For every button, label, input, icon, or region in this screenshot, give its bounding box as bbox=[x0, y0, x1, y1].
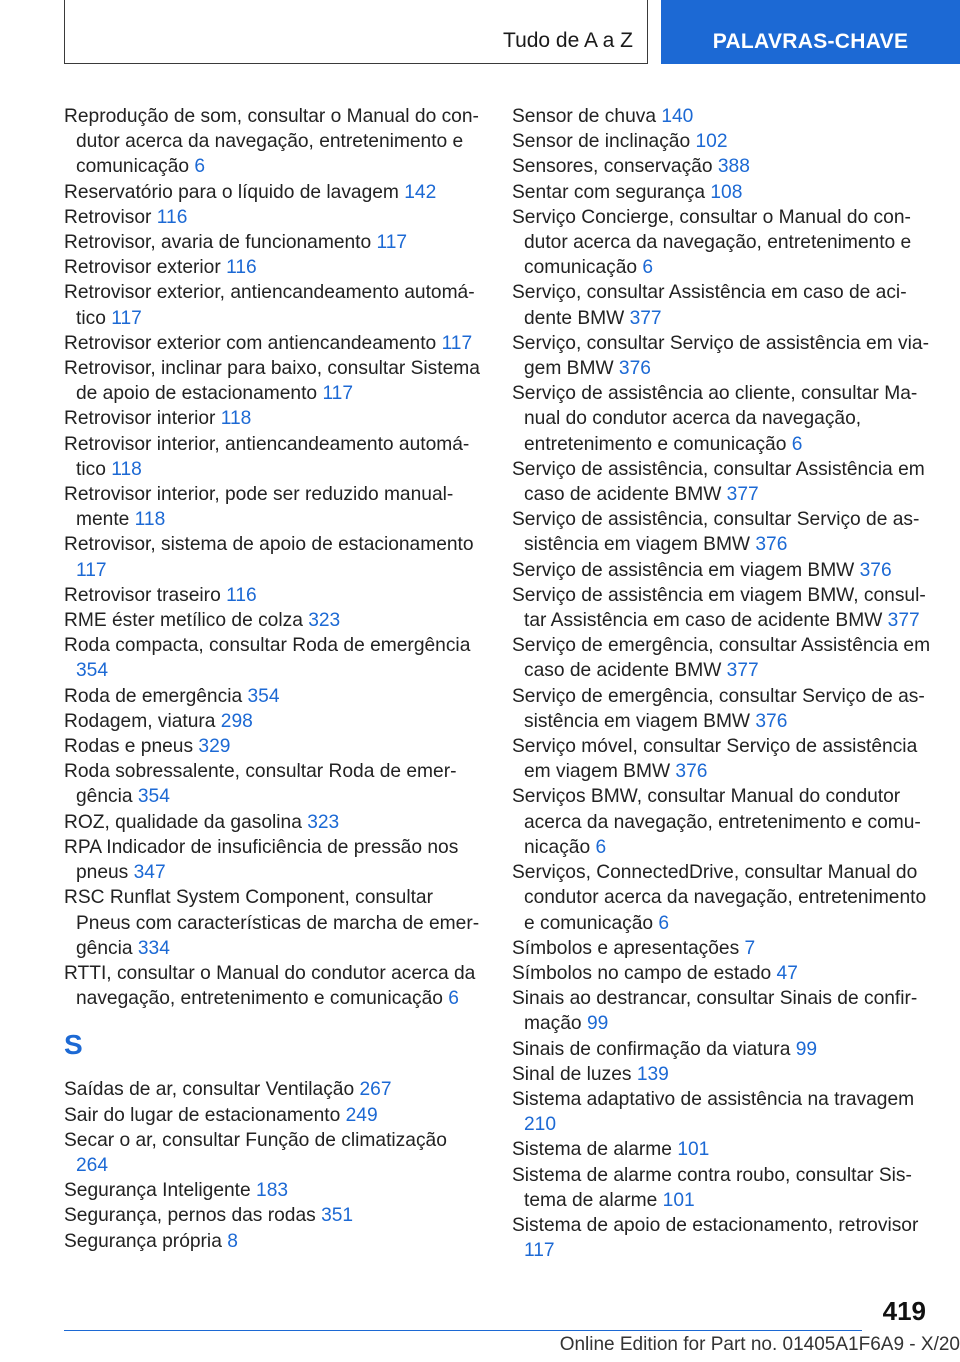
index-entry bbox=[64, 205, 484, 230]
index-entry bbox=[64, 583, 484, 608]
index-entry bbox=[64, 104, 484, 180]
index-entry-page-link[interactable]: 6 bbox=[791, 433, 803, 455]
index-entry bbox=[512, 205, 932, 281]
index-entry-page-link[interactable]: 264 bbox=[76, 1154, 109, 1176]
index-entry-page-link[interactable]: 8 bbox=[227, 1230, 238, 1252]
index-entry bbox=[512, 784, 932, 860]
index-entry-page-link[interactable]: 6 bbox=[658, 912, 670, 934]
index-entry-page-link[interactable]: 116 bbox=[156, 206, 188, 228]
index-entry-term: Retrovisor exterior, antiencandeamento automático bbox=[64, 282, 475, 329]
index-entry-page-link[interactable]: 6 bbox=[595, 836, 607, 858]
index-entry-page-link[interactable]: 118 bbox=[220, 408, 252, 430]
index-entry-page-link[interactable]: 376 bbox=[675, 761, 708, 783]
index-entry bbox=[64, 684, 484, 709]
index-entry-page-link[interactable]: 117 bbox=[376, 232, 408, 254]
index-entry bbox=[512, 684, 932, 734]
index-entry-page-link[interactable]: 388 bbox=[717, 156, 750, 178]
index-entry-page-link[interactable]: 108 bbox=[710, 181, 743, 203]
index-entry-term: Retrovisor traseiro bbox=[64, 584, 221, 606]
index-entry bbox=[512, 280, 932, 330]
index-entry-page-link[interactable]: 210 bbox=[524, 1114, 557, 1136]
index-entry-term: Sinais ao destrancar, consultar Sinais de confirmação bbox=[512, 988, 918, 1035]
index-entry-page-link[interactable]: 6 bbox=[448, 988, 459, 1010]
index-entry-page-link[interactable]: 117 bbox=[76, 559, 107, 581]
index-entry-term: Serviço de emergência, consultar Serviço de assistência em viagem BMW bbox=[512, 685, 925, 732]
index-entry-term: Retrovisor exterior bbox=[64, 257, 221, 279]
index-entry-page-link[interactable]: 377 bbox=[887, 610, 920, 632]
index-entry-term: Serviços BMW, consultar Manual do condutor acerca da navegação, entretenimento e comunicação bbox=[512, 786, 921, 858]
index-entry bbox=[64, 180, 484, 205]
index-entry bbox=[64, 835, 484, 885]
index-entry-term: Secar o ar, consultar Função de climatização bbox=[64, 1129, 447, 1151]
index-entry-term: Símbolos no campo de estado bbox=[512, 962, 772, 984]
index-entry-term: Retrovisor, sistema de apoio de estacionamento bbox=[64, 534, 474, 556]
header-active-tab[interactable] bbox=[661, 0, 960, 64]
index-list-s-continued bbox=[512, 104, 932, 1263]
index-column-right bbox=[512, 104, 932, 1263]
index-entry bbox=[64, 1203, 484, 1228]
index-entry-term: Retrovisor, inclinar para baixo, consultar Sistema de apoio de estacionamento bbox=[64, 358, 480, 405]
index-entry-page-link[interactable]: 117 bbox=[441, 332, 473, 354]
index-entry bbox=[64, 709, 484, 734]
section-letter-s: S bbox=[64, 1029, 83, 1061]
index-entry bbox=[64, 1229, 484, 1254]
index-entry-term: Segurança própria bbox=[64, 1230, 222, 1252]
index-entry bbox=[512, 1213, 932, 1263]
index-entry-page-link[interactable]: 334 bbox=[137, 937, 170, 959]
index-entry-term: RME éster metílico de colza bbox=[64, 610, 303, 632]
index-entry-term: Retrovisor, avaria de funcionamento bbox=[64, 232, 372, 254]
index-entry bbox=[64, 280, 484, 330]
index-entry bbox=[512, 1137, 932, 1162]
index-entry bbox=[512, 633, 932, 683]
index-entry-page-link[interactable]: 377 bbox=[726, 484, 759, 506]
index-entry bbox=[512, 1037, 932, 1062]
index-entry-term: RSC Runflat System Component, consultar Pneus com características de marcha de emergência bbox=[64, 887, 480, 959]
index-entry-term: Segurança Inteligente bbox=[64, 1180, 251, 1202]
index-entry bbox=[512, 558, 932, 583]
index-entry-term: Serviço de assistência em viagem BMW, consultar Assistência em caso de acidente BMW bbox=[512, 584, 926, 632]
index-entry-page-link[interactable]: 7 bbox=[744, 937, 756, 959]
index-entry-term: Retrovisor interior, pode ser reduzido manualmente bbox=[64, 484, 454, 531]
index-entry-term: Sistema de alarme contra roubo, consultar Sistema de alarme bbox=[512, 1164, 912, 1211]
index-entry-term: Sinais de confirmação da viatura bbox=[512, 1038, 791, 1060]
index-entry-page-link[interactable]: 267 bbox=[359, 1079, 392, 1101]
index-entry-term: Serviço, consultar Serviço de assistência em viagem BMW bbox=[512, 332, 929, 380]
index-entry bbox=[512, 961, 932, 986]
index-entry bbox=[512, 860, 932, 936]
index-entry-term: Sensores, conservação bbox=[512, 156, 713, 178]
index-entry-term: Roda compacta, consultar Roda de emergência bbox=[64, 635, 471, 657]
index-entry-page-link[interactable]: 298 bbox=[220, 710, 253, 732]
index-entry-term: Sentar com segurança bbox=[512, 181, 706, 203]
index-entry-page-link[interactable]: 142 bbox=[404, 181, 437, 203]
index-entry-term: Segurança, pernos das rodas bbox=[64, 1205, 316, 1227]
index-entry bbox=[512, 583, 932, 633]
index-entry-page-link[interactable]: 249 bbox=[345, 1104, 378, 1126]
index-entry-page-link[interactable]: 102 bbox=[695, 131, 728, 153]
index-entry-term: Serviço de emergência, consultar Assistência em caso de acidente BMW bbox=[512, 635, 931, 682]
index-entry-page-link[interactable]: 140 bbox=[661, 106, 694, 127]
index-entry bbox=[64, 759, 484, 809]
index-entry-term: Reservatório para o líquido de lavagem bbox=[64, 181, 399, 203]
index-entry-term: Retrovisor interior bbox=[64, 408, 216, 430]
index-entry bbox=[512, 331, 932, 381]
index-entry bbox=[512, 1087, 932, 1137]
index-column-left bbox=[64, 104, 484, 1254]
index-entry-page-link[interactable]: 99 bbox=[795, 1038, 818, 1060]
index-entry-term: Serviço, consultar Assistência em caso de acidente BMW bbox=[512, 282, 907, 329]
index-entry bbox=[64, 633, 484, 683]
index-entry-term: Serviço Concierge, consultar o Manual do condutor acerca da navegação, entretenimento e comunicação bbox=[512, 206, 912, 279]
index-list-s bbox=[64, 1077, 484, 1253]
index-entry-term: Rodas e pneus bbox=[64, 736, 194, 758]
index-entry-term: Serviço de assistência, consultar Serviço de assistência em viagem BMW bbox=[512, 509, 920, 556]
index-entry bbox=[64, 608, 484, 633]
page-number: 419 bbox=[882, 1296, 926, 1326]
index-entry-page-link[interactable]: 329 bbox=[198, 736, 231, 758]
index-entry-page-link[interactable]: 6 bbox=[194, 156, 206, 178]
index-entry-page-link[interactable]: 47 bbox=[776, 962, 798, 984]
index-entry-page-link[interactable]: 118 bbox=[134, 509, 166, 531]
index-entry-term: Roda de emergência bbox=[64, 685, 243, 707]
index-entry bbox=[64, 406, 484, 431]
index-entry-page-link[interactable]: 139 bbox=[636, 1063, 669, 1085]
index-entry bbox=[512, 381, 932, 457]
index-entry-term: Roda sobressalente, consultar Roda de emergência bbox=[64, 761, 457, 808]
header-section-title: Tudo de A a Z bbox=[503, 29, 633, 52]
index-entry-page-link[interactable]: 376 bbox=[618, 358, 651, 380]
index-entry-page-link[interactable]: 183 bbox=[256, 1180, 289, 1202]
index-entry-term: Sistema de alarme bbox=[512, 1139, 672, 1161]
index-entry-term: Sistema adaptativo de assistência na travagem bbox=[512, 1088, 915, 1110]
footer-edition-text: Online Edition for Part no. 01405A1F6A9 - X/20 bbox=[559, 1334, 960, 1355]
index-entry-term: Sair do lugar de estacionamento bbox=[64, 1104, 341, 1126]
index-entry-term: Saídas de ar, consultar Ventilação bbox=[64, 1079, 355, 1101]
index-entry-term: Reprodução de som, consultar o Manual do condutor acerca da navegação, entretenimento e comunicação bbox=[64, 106, 479, 178]
index-entry bbox=[64, 1178, 484, 1203]
index-entry-term: Sensor de chuva bbox=[512, 106, 656, 127]
index-entry-term: Serviço de assistência ao cliente, consultar Manual do condutor acerca da navegação, entretenimento e comunicação bbox=[512, 383, 918, 455]
index-entry-page-link[interactable]: 116 bbox=[226, 584, 257, 606]
index-entry bbox=[64, 331, 484, 356]
index-entry bbox=[512, 734, 932, 784]
index-entry-page-link[interactable]: 347 bbox=[133, 862, 166, 884]
index-entry bbox=[64, 734, 484, 759]
index-entry bbox=[64, 230, 484, 255]
index-entry-page-link[interactable]: 101 bbox=[677, 1139, 710, 1161]
index-entry-page-link[interactable]: 377 bbox=[726, 660, 759, 682]
index-entry bbox=[512, 986, 932, 1036]
index-entry-term: Sistema de apoio de estacionamento, retrovisor bbox=[512, 1214, 919, 1236]
index-entry-term: Retrovisor interior, antiencandeamento automático bbox=[64, 433, 470, 480]
index-entry-page-link[interactable]: 323 bbox=[307, 811, 340, 833]
index-entry-term: Serviço de assistência em viagem BMW bbox=[512, 559, 855, 581]
index-entry-term: RPA Indicador de insuficiência de pressão nos pneus bbox=[64, 836, 459, 884]
index-entry bbox=[512, 1163, 932, 1213]
index-entry-page-link[interactable]: 116 bbox=[226, 257, 257, 279]
index-entry-page-link[interactable]: 354 bbox=[247, 685, 280, 707]
index-entry-term: Serviço móvel, consultar Serviço de assistência em viagem BMW bbox=[512, 736, 918, 783]
index-entry-page-link[interactable]: 118 bbox=[111, 458, 142, 480]
index-entry-page-link[interactable]: 323 bbox=[308, 610, 341, 632]
header-section-tab bbox=[64, 0, 648, 64]
index-entry-term: Retrovisor exterior com antiencandeamento bbox=[64, 332, 437, 354]
index-entry bbox=[64, 1103, 484, 1128]
index-entry-term: ROZ, qualidade da gasolina bbox=[64, 811, 302, 833]
index-entry bbox=[512, 1062, 932, 1087]
index-entry bbox=[64, 255, 484, 280]
index-entry bbox=[64, 482, 484, 532]
index-entry bbox=[512, 457, 932, 507]
index-entry-page-link[interactable]: 377 bbox=[629, 307, 662, 329]
index-entry bbox=[64, 961, 484, 1011]
index-entry-page-link[interactable]: 117 bbox=[524, 1240, 555, 1262]
index-entry bbox=[512, 180, 932, 205]
index-entry bbox=[64, 432, 484, 482]
index-entry-term: Serviços, ConnectedDrive, consultar Manual do condutor acerca da navegação, entretenimento e comunicação bbox=[512, 862, 927, 934]
index-entry-page-link[interactable]: 376 bbox=[755, 534, 788, 556]
index-entry-page-link[interactable]: 354 bbox=[137, 786, 170, 808]
footer-divider bbox=[64, 1330, 862, 1331]
index-entry bbox=[512, 936, 932, 961]
index-entry-page-link[interactable]: 376 bbox=[859, 559, 892, 581]
index-entry bbox=[512, 129, 932, 154]
index-entry bbox=[64, 810, 484, 835]
index-entry-page-link[interactable]: 117 bbox=[322, 383, 354, 405]
index-entry bbox=[512, 154, 932, 179]
index-entry bbox=[64, 1128, 484, 1178]
index-entry-page-link[interactable]: 99 bbox=[586, 1013, 609, 1035]
index-entry-term: Sinal de luzes bbox=[512, 1063, 632, 1085]
index-entry-page-link[interactable]: 101 bbox=[662, 1189, 695, 1211]
index-entry bbox=[512, 104, 932, 129]
index-entry-term: Símbolos e apresentações bbox=[512, 937, 740, 959]
index-list-r bbox=[64, 104, 484, 1011]
index-entry bbox=[64, 1077, 484, 1102]
index-entry-term: Retrovisor bbox=[64, 206, 152, 228]
index-entry bbox=[64, 356, 484, 406]
index-entry-page-link[interactable]: 6 bbox=[642, 257, 654, 279]
index-entry bbox=[64, 885, 484, 961]
index-entry-page-link[interactable]: 351 bbox=[321, 1205, 354, 1227]
index-entry-page-link[interactable]: 376 bbox=[755, 710, 788, 732]
index-entry-term: Serviço de assistência, consultar Assistência em caso de acidente BMW bbox=[512, 458, 925, 506]
index-entry-page-link[interactable]: 117 bbox=[111, 307, 142, 329]
header-active-tab-label: PALAVRAS-CHAVE bbox=[712, 30, 909, 53]
index-entry-term: Sensor de inclinação bbox=[512, 131, 691, 153]
index-entry-term: Rodagem, viatura bbox=[64, 710, 216, 732]
index-entry bbox=[512, 507, 932, 557]
index-entry-page-link[interactable]: 354 bbox=[76, 660, 109, 682]
index-entry-term: RTTI, consultar o Manual do condutor acerca da navegação, entretenimento e comunicação bbox=[64, 962, 476, 1010]
index-entry bbox=[64, 532, 484, 582]
